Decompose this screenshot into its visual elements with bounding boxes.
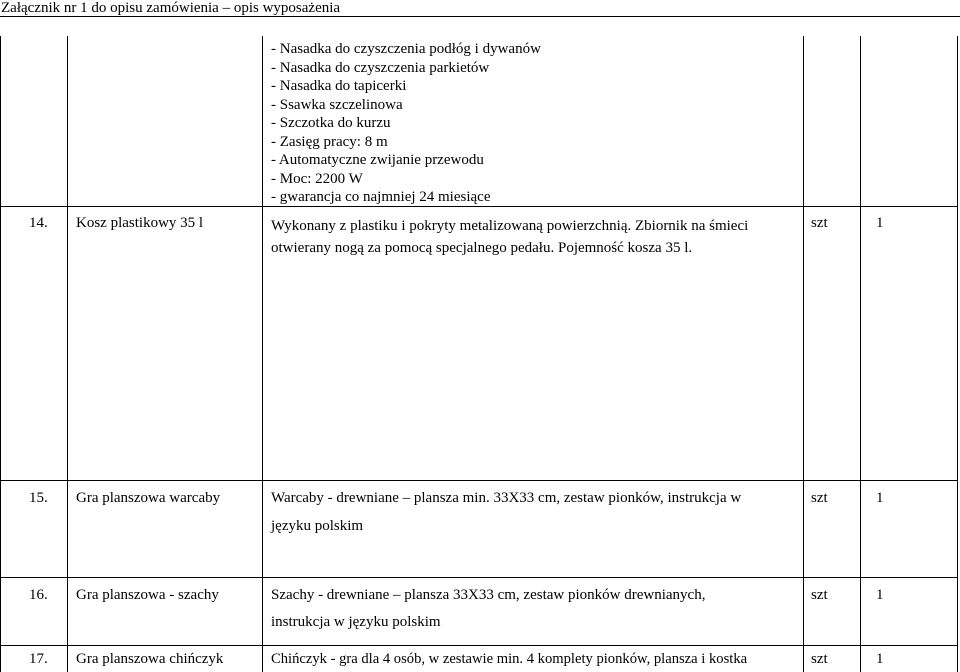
- item-quantity: 1: [876, 587, 884, 603]
- list-item: - Nasadka do tapicerki: [271, 78, 407, 94]
- item-unit: szt: [811, 587, 828, 603]
- description-line: Wykonany z plastiku i pokryty metalizowaną powierzchnią. Zbiornik na śmieci: [271, 218, 749, 234]
- list-item: - Ssawka szczelinowa: [271, 96, 403, 113]
- row-divider: [0, 480, 958, 481]
- row-number: 14.: [29, 215, 48, 231]
- list-item: - Automatyczne zwijanie przewodu: [271, 152, 484, 168]
- item-name: Gra planszowa chińczyk: [76, 651, 224, 667]
- item-name: Gra planszowa - szachy: [76, 587, 219, 603]
- item-name: Kosz plastikowy 35 l: [76, 215, 204, 231]
- previous-item-spec-list: [271, 40, 541, 207]
- row-number: 15.: [29, 490, 48, 506]
- item-description: [271, 215, 748, 259]
- document-header: [0, 0, 960, 22]
- description-line: otwierany nogą za pomocą specjalnego pedału. Pojemność kosza 35 l.: [271, 240, 693, 256]
- item-name: Gra planszowa warcaby: [76, 490, 221, 506]
- description-line: języku polskim: [271, 518, 364, 534]
- document-title: Załącznik nr 1 do opisu zamówienia – opis wyposażenia: [1, 0, 341, 16]
- list-item: - Nasadka do czyszczenia parkietów: [271, 59, 490, 76]
- row-divider: [0, 577, 958, 578]
- list-item: - Nasadka do czyszczenia podłóg i dywanów: [271, 41, 541, 57]
- item-quantity: 1: [876, 651, 884, 667]
- item-unit: szt: [811, 490, 828, 506]
- description-line: Szachy - drewniane – plansza 33X33 cm, zestaw pionków drewnianych,: [271, 587, 706, 603]
- row-divider: [0, 645, 958, 646]
- list-item: - Zasięg pracy: 8 m: [271, 133, 388, 150]
- item-quantity: 1: [876, 215, 884, 231]
- list-item: - Moc: 2200 W: [271, 170, 363, 187]
- list-item: - Szczotka do kurzu: [271, 115, 391, 131]
- description-line: instrukcja w języku polskim: [271, 614, 441, 630]
- row-number: 16.: [29, 587, 48, 603]
- description-line: Chińczyk - gra dla 4 osób, w zestawie min. 4 komplety pionków, plansza i kostka: [271, 651, 748, 667]
- description-line: Warcaby - drewniane – plansza min. 33X33 cm, zestaw pionków, instrukcja w: [271, 490, 742, 506]
- item-unit: szt: [811, 651, 828, 667]
- item-unit: szt: [811, 215, 828, 231]
- row-number: 17.: [29, 651, 48, 667]
- header-rule: [0, 16, 960, 17]
- list-item: - gwarancja co najmniej 24 miesiące: [271, 189, 491, 205]
- item-quantity: 1: [876, 490, 884, 506]
